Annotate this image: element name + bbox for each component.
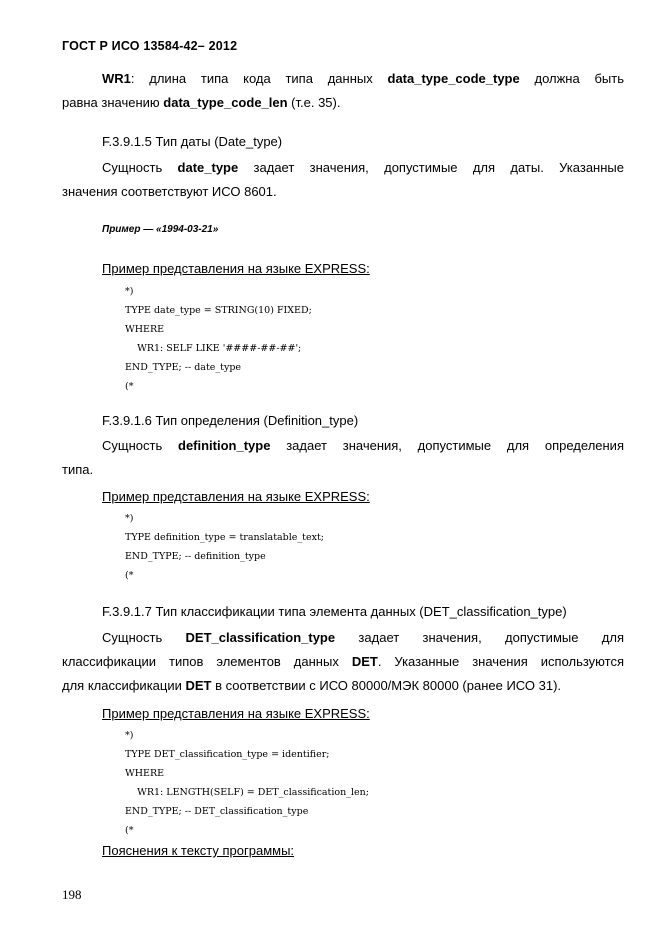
wr1-label: WR1: [102, 71, 131, 86]
page-header: ГОСТ Р ИСО 13584-42– 2012: [62, 39, 238, 53]
express-example-heading: Пример представления на языке EXPRESS:: [102, 489, 370, 504]
code-block-definition-type: *) TYPE definition_type = translatable_text; END_TYPE; -- definition_type (*: [125, 513, 324, 581]
code-block-det-classification-type: *) TYPE DET_classification_type = identifier; WHERE WR1: LENGTH(SELF) = DET_classification_len; END_TYPE; -- DET_classification_type (*: [125, 730, 369, 836]
definition-type-paragraph: Сущность definition_type задает значения, допустимые для определения типа.: [62, 438, 624, 477]
section-heading-date-type: F.3.9.1.5 Тип даты (Date_type): [102, 134, 283, 149]
code-block-date-type: *) TYPE date_type = STRING(10) FIXED; WHERE WR1: SELF LIKE '####-##-##'; END_TYPE; -- date_type (*: [125, 286, 312, 392]
express-example-heading: Пример представления на языке EXPRESS:: [102, 261, 370, 276]
wr1-paragraph: WR1: длина типа кода типа данных data_type_code_type должна быть равна значению data_type_code_len (т.е. 35).: [62, 71, 624, 110]
page-number: 198: [62, 887, 82, 902]
section-heading-det-classification-type: F.3.9.1.7 Тип классификации типа элемента данных (DET_classification_type): [102, 604, 567, 619]
date-type-paragraph: Сущность date_type задает значения, допустимые для даты. Указанные значения соответствуют ИСО 8601.: [62, 160, 624, 199]
section-heading-definition-type: F.3.9.1.6 Тип определения (Definition_type): [102, 413, 359, 428]
program-notes-heading: Пояснения к тексту программы:: [102, 843, 295, 858]
express-example-heading: Пример представления на языке EXPRESS:: [102, 706, 370, 721]
det-classification-paragraph: Сущность DET_classification_type задает значения, допустимые для классификации типов элементов данных DET. Указанные значения используются для классификации DET в соответствии с ИСО 80000/МЭК 80000 (ранее ИСО 31).: [62, 630, 624, 693]
example-note: Пример — «1994-03-21»: [102, 224, 219, 235]
